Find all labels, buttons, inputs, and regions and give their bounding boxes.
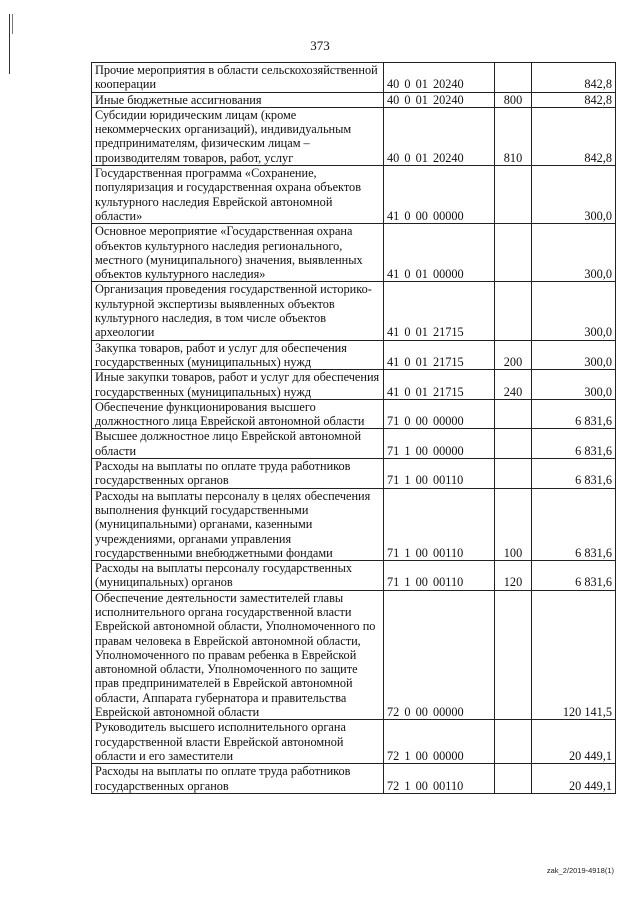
row-expense-type-cell: 810 [495, 107, 532, 165]
row-name-cell: Руководитель высшего исполнительного органа государственной власти Еврейской автономной области и его заместители [92, 720, 384, 764]
row-name-cell: Субсидии юридическим лицам (кроме некоммерческих организаций), индивидуальным предпринимателям, физическим лицам – производителям товаров, работ, услуг [92, 107, 384, 165]
row-name-cell: Расходы на выплаты персоналу в целях обеспечения выполнения функций государственными (муниципальными) органами, казенными учреждениями, органами управления государственными внебюджетными фондами [92, 488, 384, 560]
row-name-cell: Обеспечение деятельности заместителей главы исполнительного органа государственной власти Еврейской автономной области, Уполномоченного по правам человека в Еврейской автономной области, Уполномоченного по правам ребенка в Еврейской автономной области, Уполномоченного по защите прав предпринимателей в Еврейской автономной области, Аппарата губернатора и правительства Еврейской автономной области [92, 590, 384, 720]
row-name-cell: Иные закупки товаров, работ и услуг для обеспечения государственных (муниципальных) нужд [92, 370, 384, 400]
row-name-cell: Закупка товаров, работ и услуг для обеспечения государственных (муниципальных) нужд [92, 340, 384, 370]
row-name-cell: Расходы на выплаты персоналу государственных (муниципальных) органов [92, 561, 384, 591]
table-row [92, 92, 616, 107]
row-code-cell: 71 1 00 00110 [384, 459, 495, 489]
row-code-cell: 41 0 01 00000 [384, 224, 495, 282]
row-code-cell: 40 0 01 20240 [384, 107, 495, 165]
row-expense-type-cell [495, 63, 532, 93]
table-row [92, 459, 616, 489]
table-row [92, 488, 616, 560]
row-code-cell: 41 0 01 21715 [384, 340, 495, 370]
row-name-cell: Иные бюджетные ассигнования [92, 92, 384, 107]
row-code-cell: 71 0 00 00000 [384, 399, 495, 429]
row-expense-type-cell: 240 [495, 370, 532, 400]
table-row [92, 224, 616, 282]
row-code-cell: 72 1 00 00000 [384, 720, 495, 764]
row-expense-type-cell: 800 [495, 92, 532, 107]
row-name-cell: Прочие мероприятия в области сельскохозяйственной кооперации [92, 63, 384, 93]
table-row [92, 590, 616, 720]
row-amount-cell: 300,0 [532, 340, 616, 370]
row-code-cell: 71 1 00 00000 [384, 429, 495, 459]
row-name-cell: Обеспечение функционирования высшего должностного лица Еврейской автономной области [92, 399, 384, 429]
row-amount-cell: 842,8 [532, 63, 616, 93]
table-row [92, 764, 616, 794]
margin-mark-secondary [12, 14, 13, 34]
row-expense-type-cell [495, 282, 532, 340]
document-footer-code: zak_2/2019-4918(1) [546, 866, 614, 875]
budget-table [91, 62, 616, 794]
row-amount-cell: 20 449,1 [532, 720, 616, 764]
row-name-cell: Основное мероприятие «Государственная охрана объектов культурного наследия регионального, местного (муниципального) значения, выявленных объектов культурного наследия» [92, 224, 384, 282]
row-amount-cell: 6 831,6 [532, 399, 616, 429]
row-amount-cell: 6 831,6 [532, 459, 616, 489]
row-expense-type-cell: 100 [495, 488, 532, 560]
table-row [92, 166, 616, 224]
row-expense-type-cell [495, 399, 532, 429]
row-amount-cell: 842,8 [532, 92, 616, 107]
row-amount-cell: 300,0 [532, 370, 616, 400]
row-amount-cell: 120 141,5 [532, 590, 616, 720]
row-code-cell: 41 0 01 21715 [384, 370, 495, 400]
row-code-cell: 72 1 00 00110 [384, 764, 495, 794]
row-expense-type-cell [495, 166, 532, 224]
row-code-cell: 72 0 00 00000 [384, 590, 495, 720]
page-number: 373 [310, 38, 330, 53]
row-code-cell: 71 1 00 00110 [384, 488, 495, 560]
table-row [92, 720, 616, 764]
row-expense-type-cell [495, 720, 532, 764]
table-row [92, 340, 616, 370]
row-amount-cell: 300,0 [532, 224, 616, 282]
table-row [92, 399, 616, 429]
row-code-cell: 41 0 01 21715 [384, 282, 495, 340]
row-name-cell: Расходы на выплаты по оплате труда работников государственных органов [92, 764, 384, 794]
row-amount-cell: 6 831,6 [532, 488, 616, 560]
table-row [92, 561, 616, 591]
table-row [92, 429, 616, 459]
table-row [92, 63, 616, 93]
row-code-cell: 71 1 00 00110 [384, 561, 495, 591]
row-name-cell: Расходы на выплаты по оплате труда работников государственных органов [92, 459, 384, 489]
row-code-cell: 40 0 01 20240 [384, 92, 495, 107]
table-row [92, 370, 616, 400]
row-amount-cell: 20 449,1 [532, 764, 616, 794]
row-name-cell: Государственная программа «Сохранение, популяризация и государственная охрана объектов культурного наследия Еврейской автономной области» [92, 166, 384, 224]
row-expense-type-cell [495, 764, 532, 794]
row-amount-cell: 6 831,6 [532, 561, 616, 591]
row-amount-cell: 300,0 [532, 282, 616, 340]
row-expense-type-cell [495, 459, 532, 489]
row-expense-type-cell [495, 224, 532, 282]
row-amount-cell: 300,0 [532, 166, 616, 224]
row-expense-type-cell [495, 590, 532, 720]
row-expense-type-cell: 200 [495, 340, 532, 370]
row-amount-cell: 842,8 [532, 107, 616, 165]
row-name-cell: Высшее должностное лицо Еврейской автономной области [92, 429, 384, 459]
table-row [92, 282, 616, 340]
table-row [92, 107, 616, 165]
row-name-cell: Организация проведения государственной историко-культурной экспертизы выявленных объектов культурного наследия, в том числе объектов археологии [92, 282, 384, 340]
row-expense-type-cell [495, 429, 532, 459]
row-code-cell: 40 0 01 20240 [384, 63, 495, 93]
row-amount-cell: 6 831,6 [532, 429, 616, 459]
row-code-cell: 41 0 00 00000 [384, 166, 495, 224]
row-expense-type-cell: 120 [495, 561, 532, 591]
